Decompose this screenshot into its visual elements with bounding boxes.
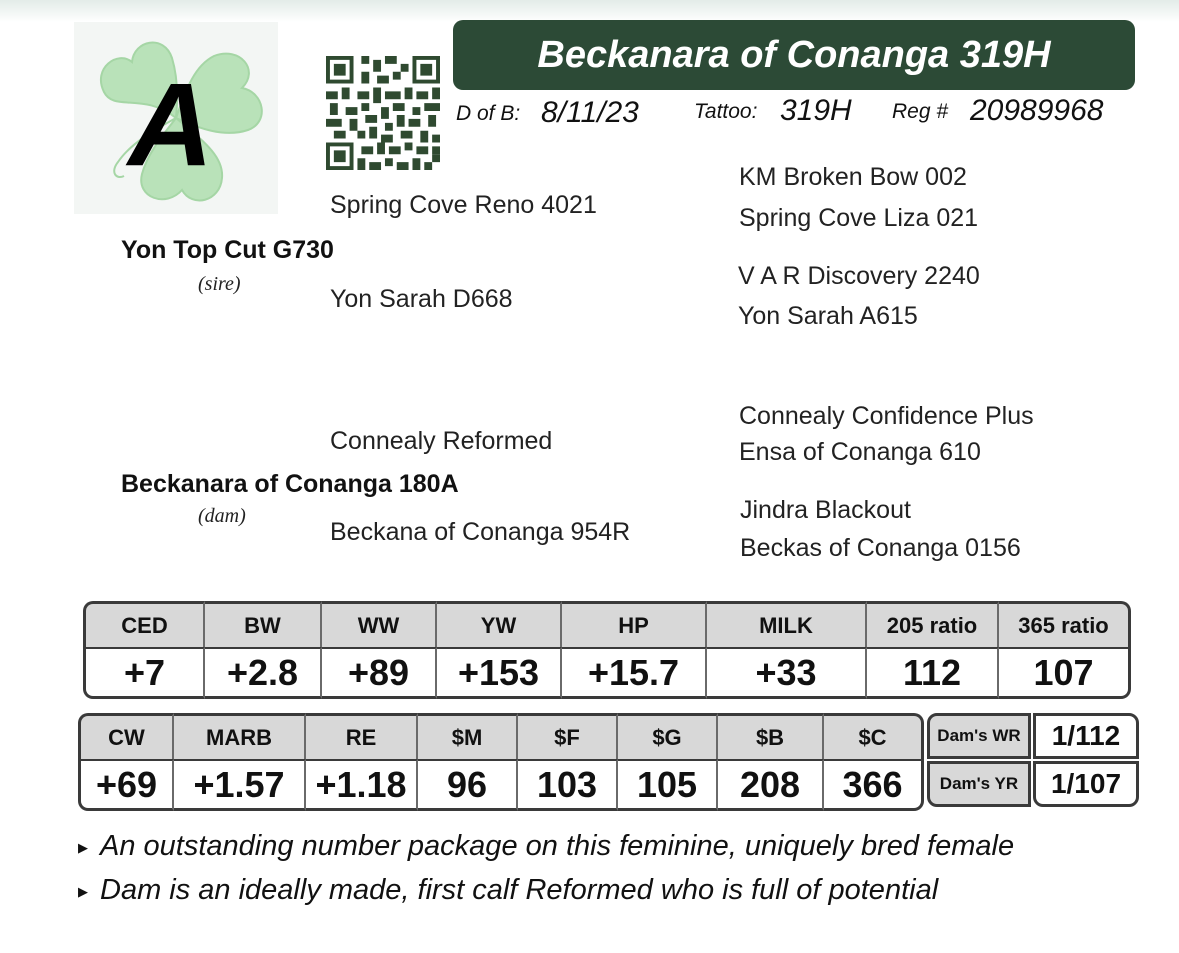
note-item — [78, 830, 1014, 863]
epd-header: $F — [518, 713, 618, 759]
dob-label: D of B: — [456, 102, 521, 125]
ss-dam: Spring Cove Liza 021 — [739, 204, 979, 232]
epd-value: 366 — [824, 759, 924, 811]
note-text: Dam is an ideally made, first calf Reformed who is full of potential — [100, 874, 939, 906]
epd-header: 365 ratio — [999, 601, 1131, 647]
epd-header: WW — [322, 601, 437, 647]
note-item — [78, 874, 938, 907]
sire-sire: Spring Cove Reno 4021 — [330, 191, 597, 219]
epd-header: BW — [205, 601, 322, 647]
epd-header: 205 ratio — [867, 601, 999, 647]
epd-value: +153 — [437, 647, 562, 699]
grade-letter: A — [128, 59, 214, 191]
epd-value: +1.57 — [174, 759, 306, 811]
tattoo-value: 319H — [780, 94, 852, 127]
bullet-triangle-icon: ▶ — [78, 884, 88, 899]
dam-wr-value: 1/112 — [1033, 713, 1139, 759]
tattoo-label: Tattoo: — [694, 100, 758, 123]
dam-wr-label: Dam's WR — [927, 713, 1031, 759]
sire-role: (sire) — [198, 273, 241, 295]
dd-dam: Beckas of Conanga 0156 — [740, 534, 1021, 562]
ds-sire: Connealy Confidence Plus — [739, 402, 1034, 430]
epd-header: $B — [718, 713, 824, 759]
epd-header: $M — [418, 713, 518, 759]
top-band — [0, 0, 1179, 22]
epd-value: 107 — [999, 647, 1131, 699]
epd-value: +89 — [322, 647, 437, 699]
epd-value: 103 — [518, 759, 618, 811]
sire-dam: Yon Sarah D668 — [330, 285, 513, 313]
qr-code-icon[interactable] — [326, 56, 440, 175]
epd-value: 105 — [618, 759, 718, 811]
dam-dam: Beckana of Conanga 954R — [330, 518, 631, 546]
epd-header: CED — [83, 601, 205, 647]
epd-value: +15.7 — [562, 647, 707, 699]
dob-value: 8/11/23 — [541, 96, 639, 129]
epd-table-1 — [83, 601, 1131, 699]
reg-label: Reg # — [892, 100, 949, 123]
dam-yr-label: Dam's YR — [927, 761, 1031, 807]
dam-name: Beckanara of Conanga 180A — [121, 470, 459, 498]
epd-value: +69 — [78, 759, 174, 811]
epd-value: +1.18 — [306, 759, 418, 811]
dam-role: (dam) — [198, 505, 246, 527]
dam-sire: Connealy Reformed — [330, 427, 553, 455]
epd-header: MARB — [174, 713, 306, 759]
epd-table-2 — [78, 713, 924, 811]
animal-name: Beckanara of Conanga 319H — [537, 33, 1051, 76]
epd-header: MILK — [707, 601, 867, 647]
ds-dam: Ensa of Conanga 610 — [739, 438, 981, 466]
epd-header: CW — [78, 713, 174, 759]
dam-records — [927, 713, 1139, 813]
epd-header: HP — [562, 601, 707, 647]
title-banner — [453, 20, 1135, 90]
epd-value: +2.8 — [205, 647, 322, 699]
dam-yr-value: 1/107 — [1033, 761, 1139, 807]
epd-header: $G — [618, 713, 718, 759]
sire-name: Yon Top Cut G730 — [121, 236, 334, 264]
epd-value: 208 — [718, 759, 824, 811]
bullet-triangle-icon: ▶ — [78, 840, 88, 855]
note-text: An outstanding number package on this feminine, uniquely bred female — [100, 830, 1015, 862]
epd-value: +33 — [707, 647, 867, 699]
epd-value: 112 — [867, 647, 999, 699]
epd-value: 96 — [418, 759, 518, 811]
reg-value: 20989968 — [970, 94, 1104, 127]
sd-dam: Yon Sarah A615 — [738, 302, 918, 330]
ss-sire: KM Broken Bow 002 — [739, 163, 967, 191]
epd-header: $C — [824, 713, 924, 759]
epd-header: RE — [306, 713, 418, 759]
sd-sire: V A R Discovery 2240 — [738, 262, 980, 290]
epd-header: YW — [437, 601, 562, 647]
epd-value: +7 — [83, 647, 205, 699]
dd-sire: Jindra Blackout — [740, 496, 911, 524]
